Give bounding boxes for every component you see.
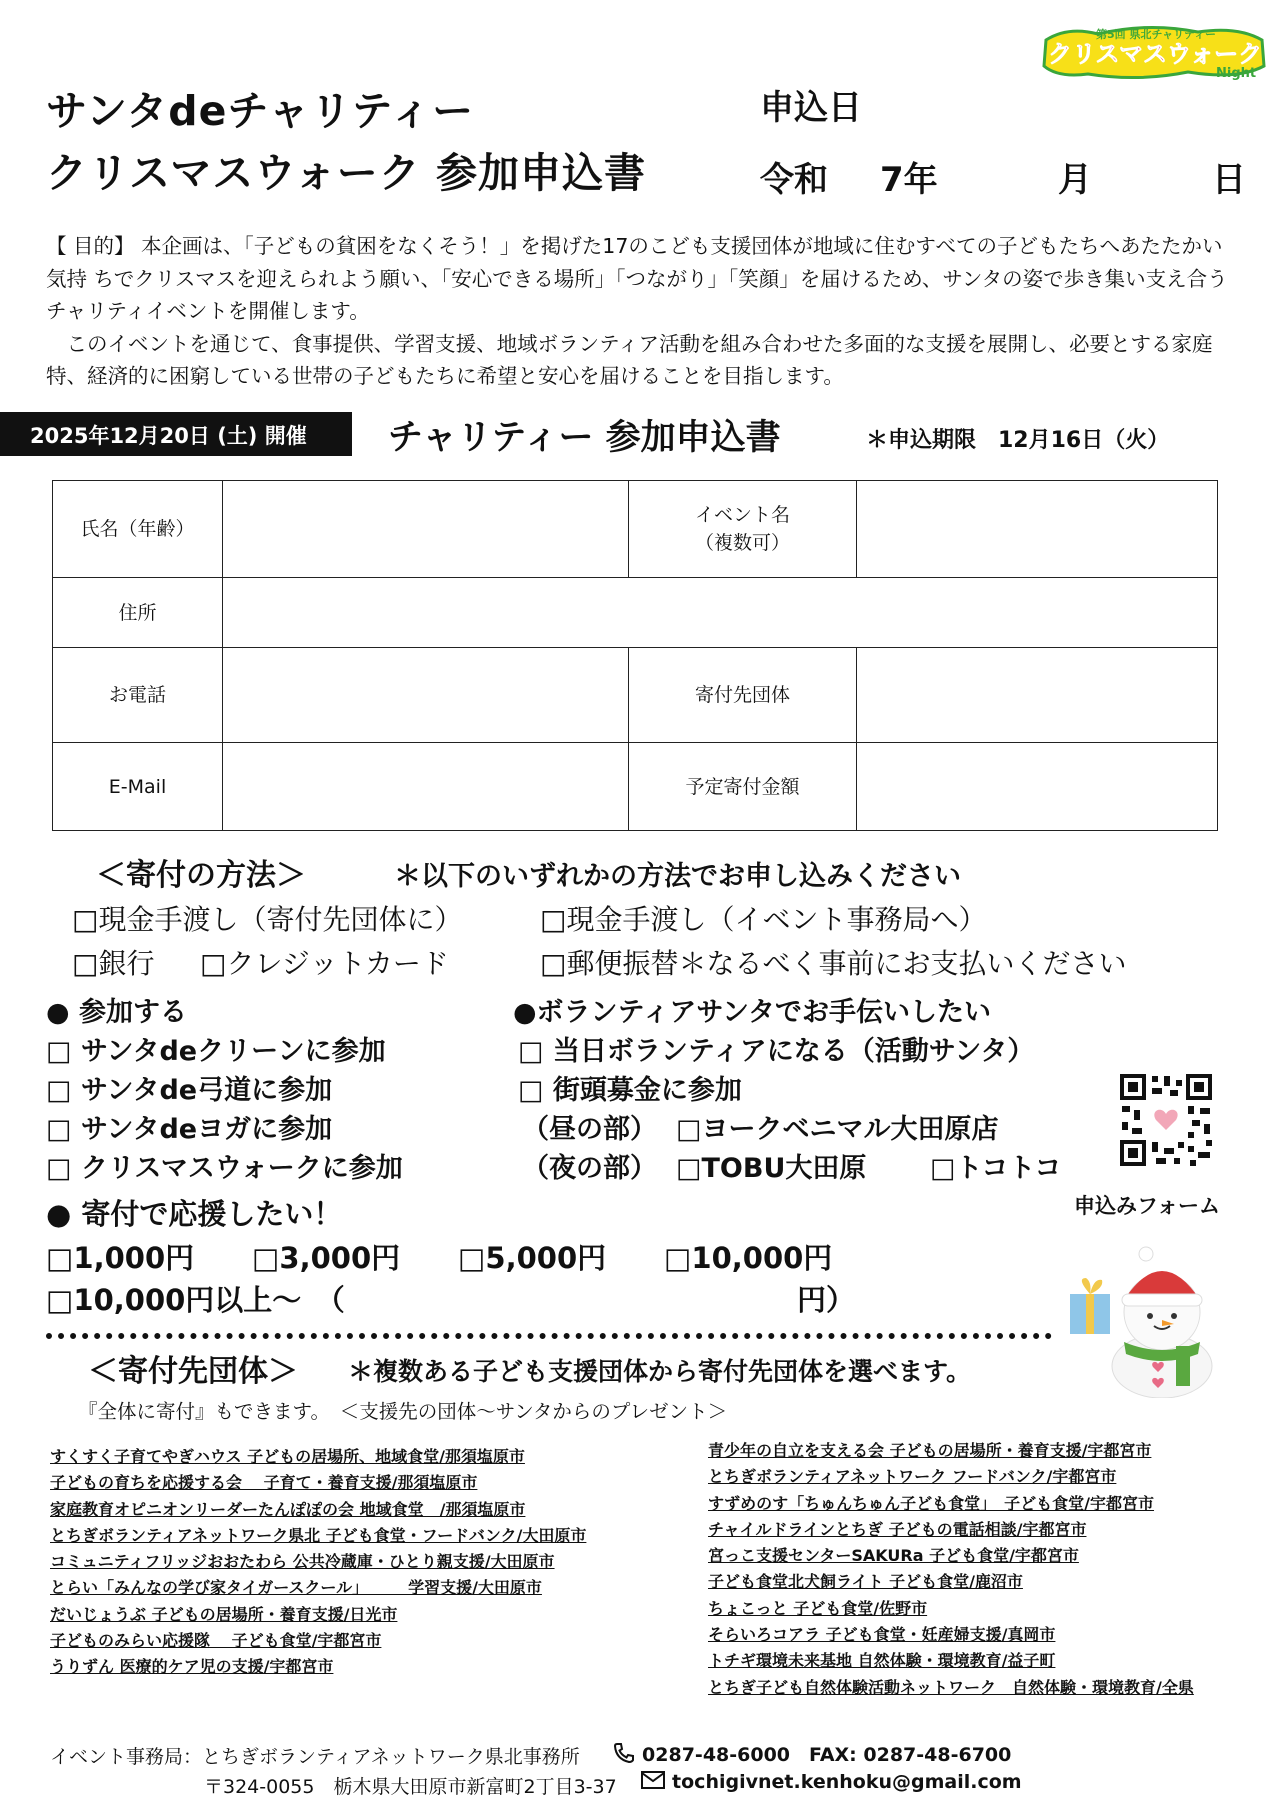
logo-line2: クリスマスウォーク: [1048, 40, 1263, 68]
day-label: 日: [1212, 160, 1246, 200]
donate-heading: ● 寄付で応援したい！: [46, 1197, 343, 1231]
recipients-left-list: [50, 1444, 586, 1681]
recipient-org: とらい「みんなの学び家タイガースクール」 学習支援/大田原市: [50, 1578, 542, 1598]
application-form-table: [52, 480, 1218, 831]
method-postal-transfer[interactable]: □郵便振替＊なるべく事前にお支払いください: [540, 947, 1127, 980]
recipient-org: コミュニティフリッジおおたわら 公共冷蔵庫・ひとり親支援/大田原市: [50, 1552, 555, 1572]
name-label: 氏名（年齢）: [53, 481, 223, 578]
email-field[interactable]: [223, 743, 629, 831]
year-label: 7年: [880, 160, 938, 200]
footer-email: [640, 1770, 1022, 1795]
apply-date-label: 申込日: [760, 88, 862, 128]
logo-line3: Night: [1216, 66, 1257, 81]
volunteer-day[interactable]: □ 当日ボランティアになる（活動サンタ）: [518, 1036, 1035, 1067]
phone-label: お電話: [53, 648, 223, 743]
mail-icon: [640, 1770, 666, 1795]
qr-caption: 申込みフォーム: [1074, 1194, 1220, 1218]
form-title: チャリティー 参加申込書: [388, 418, 781, 458]
participate-walk[interactable]: □ クリスマスウォークに参加: [46, 1153, 403, 1184]
participate-yoga[interactable]: □ サンタdeヨガに参加: [46, 1114, 333, 1145]
recipient-org: うりずん 医療的ケア児の支援/宇都宮市: [50, 1657, 334, 1677]
recipient-org: すずめのす「ちゅんちゅん子ども食堂」 子ども食堂/宇都宮市: [708, 1493, 1155, 1513]
recipient-org: とちぎボランティアネットワーク フードバンク/宇都宮市: [708, 1467, 1117, 1487]
event-label-main: イベント名: [694, 504, 790, 526]
recipients-right-list: [708, 1438, 1194, 1701]
recipients-subnote: 『全体に寄付』もできます。 ＜支援先の団体～サンタからのプレゼント＞: [78, 1400, 728, 1423]
recipient-org: チャイルドラインとちぎ 子どもの電話相談/宇都宮市: [708, 1519, 1087, 1539]
title-line2: クリスマスウォーク 参加申込書: [46, 149, 646, 197]
email-address[interactable]: tochigivnet.kenhoku@gmail.com: [672, 1771, 1022, 1793]
phone-icon: [612, 1741, 636, 1770]
recipients-note: ＊複数ある子ども支援団体から寄付先団体を選べます。: [348, 1357, 972, 1386]
method-bank[interactable]: □銀行: [72, 947, 155, 980]
org-label: 寄付先団体: [629, 648, 857, 743]
donate-over-unit: 円）: [797, 1283, 856, 1317]
era-label: 令和: [760, 160, 828, 200]
event-field[interactable]: [857, 481, 1218, 578]
recipient-org: とちぎボランティアネットワーク県北 子ども食堂・フードバンク/大田原市: [50, 1525, 587, 1545]
method-credit-card[interactable]: □クレジットカード: [200, 947, 449, 980]
amount-label: 予定寄付金額: [629, 743, 857, 831]
phone-fax-number: 0287-48-6000 FAX: 0287-48-6700: [642, 1744, 1012, 1766]
qr-code[interactable]: [1118, 1072, 1214, 1168]
donate-over-10000[interactable]: □10,000円以上～ （: [46, 1283, 345, 1317]
volunteer-street-fundraising[interactable]: □ 街頭募金に参加: [518, 1075, 742, 1106]
address-field[interactable]: [223, 578, 1218, 648]
address-label: 住所: [53, 578, 223, 648]
recipient-org: すくすく子育てやぎハウス 子どもの居場所、地域食堂/那須塩原市: [50, 1447, 525, 1466]
deadline: ＊申込期限 12月16日（火）: [866, 428, 1170, 453]
event-date: 2025年12月20日 (土) 開催: [30, 424, 307, 448]
night-session-label: （夜の部）: [522, 1153, 657, 1184]
donate-10000[interactable]: □10,000円: [664, 1241, 833, 1275]
day-session-label: （昼の部）: [522, 1114, 657, 1145]
snowman-illustration: [1064, 1238, 1244, 1398]
participate-clean[interactable]: □ サンタdeクリーンに参加: [46, 1036, 386, 1067]
office-address: 〒324-0055 栃木県大田原市新富町2丁目3-37: [204, 1776, 617, 1798]
recipient-org: 子どものみらい応援隊 子ども食堂/宇都宮市: [50, 1631, 382, 1651]
participate-kyudo[interactable]: □ サンタde弓道に参加: [46, 1075, 333, 1106]
donation-method-heading: ＜寄付の方法＞: [96, 858, 306, 893]
footer-phone: [612, 1740, 1011, 1770]
recipients-heading: ＜寄付先団体＞: [88, 1354, 298, 1389]
recipient-org: 家庭教育オピニオンリーダーたんぽぽの会 地域食堂 /那須塩原市: [50, 1499, 526, 1519]
night-tokotoko[interactable]: □トコトコ: [930, 1153, 1062, 1184]
night-tobu[interactable]: □TOBU大田原: [676, 1153, 867, 1184]
recipient-org: 子ども食堂北犬飼ライト 子ども食堂/鹿沼市: [708, 1572, 1023, 1592]
method-cash-office[interactable]: □現金手渡し（イベント事務局へ）: [540, 903, 987, 936]
volunteer-heading: ●ボランティアサンタでお手伝いしたい: [513, 997, 991, 1028]
event-date-banner: [0, 412, 352, 456]
phone-field[interactable]: [223, 648, 629, 743]
donate-5000[interactable]: □5,000円: [458, 1241, 607, 1275]
event-label-sub: （複数可）: [694, 532, 790, 554]
event-label: [629, 481, 857, 578]
purpose-para1: 【 目的】 本企画は、「子どもの貧困をなくそう！」を掲げた17のこども支援団体が地域に住むすべての子どもたちへあたたかい気持 ちでクリスマスを迎えられよう願い、「安心できる場所」「つながり」「笑顔」を届けるため、サンタの姿で歩き集い支え合うチャリティイベントを開催します。: [46, 234, 1228, 323]
name-field[interactable]: [223, 481, 629, 578]
recipient-org: とちぎ子ども自然体験活動ネットワーク 自然体験・環境教育/全県: [708, 1677, 1194, 1697]
title-line1: サンタdeチャリティー: [46, 87, 475, 135]
office-name: イベント事務局：とちぎボランティアネットワーク県北事務所: [50, 1746, 580, 1768]
purpose-para2: このイベントを通じて、食事提供、学習支援、地域ボランティア活動を組み合わせた多面的な支援を展開し、必要とする家庭特、経済的に困窮している世帯の子どもたちに希望と安心を届けることを目指します。: [46, 331, 1213, 388]
recipient-org: 宮っこ支援センターSAKURa 子ども食堂/宇都宮市: [708, 1546, 1079, 1566]
purpose-text: [46, 230, 1236, 393]
recipient-org: 青少年の自立を支える会 子どもの居場所・養育支援/宇都宮市: [708, 1441, 1152, 1460]
recipient-org: ちょこっと 子ども食堂/佐野市: [708, 1598, 928, 1618]
email-label: E-Mail: [53, 743, 223, 831]
org-field[interactable]: [857, 648, 1218, 743]
month-label: 月: [1058, 160, 1092, 200]
logo-line1: 第5回 県北チャリティー: [1096, 28, 1217, 41]
event-logo: [1038, 22, 1268, 82]
donate-1000[interactable]: □1,000円: [46, 1241, 195, 1275]
donation-method-note: ＊以下のいずれかの方法でお申し込みください: [394, 861, 961, 892]
recipient-org: だいじょうぶ 子どもの居場所・養育支援/日光市: [50, 1604, 398, 1624]
participate-heading: ● 参加する: [46, 997, 187, 1028]
recipient-org: トチギ環境未来基地 自然体験・環境教育/益子町: [708, 1651, 1056, 1671]
donate-3000[interactable]: □3,000円: [252, 1241, 401, 1275]
recipient-org: 子どもの育ちを応援する会 子育て・養育支援/那須塩原市: [50, 1473, 478, 1493]
method-cash-org[interactable]: □現金手渡し（寄付先団体に）: [72, 903, 463, 936]
amount-field[interactable]: [857, 743, 1218, 831]
day-york-benimaru[interactable]: □ヨークベニマル大田原店: [676, 1114, 999, 1145]
recipient-org: そらいろコアラ 子ども食堂・妊産婦支援/真岡市: [708, 1625, 1056, 1645]
dotted-separator: [46, 1333, 1052, 1339]
